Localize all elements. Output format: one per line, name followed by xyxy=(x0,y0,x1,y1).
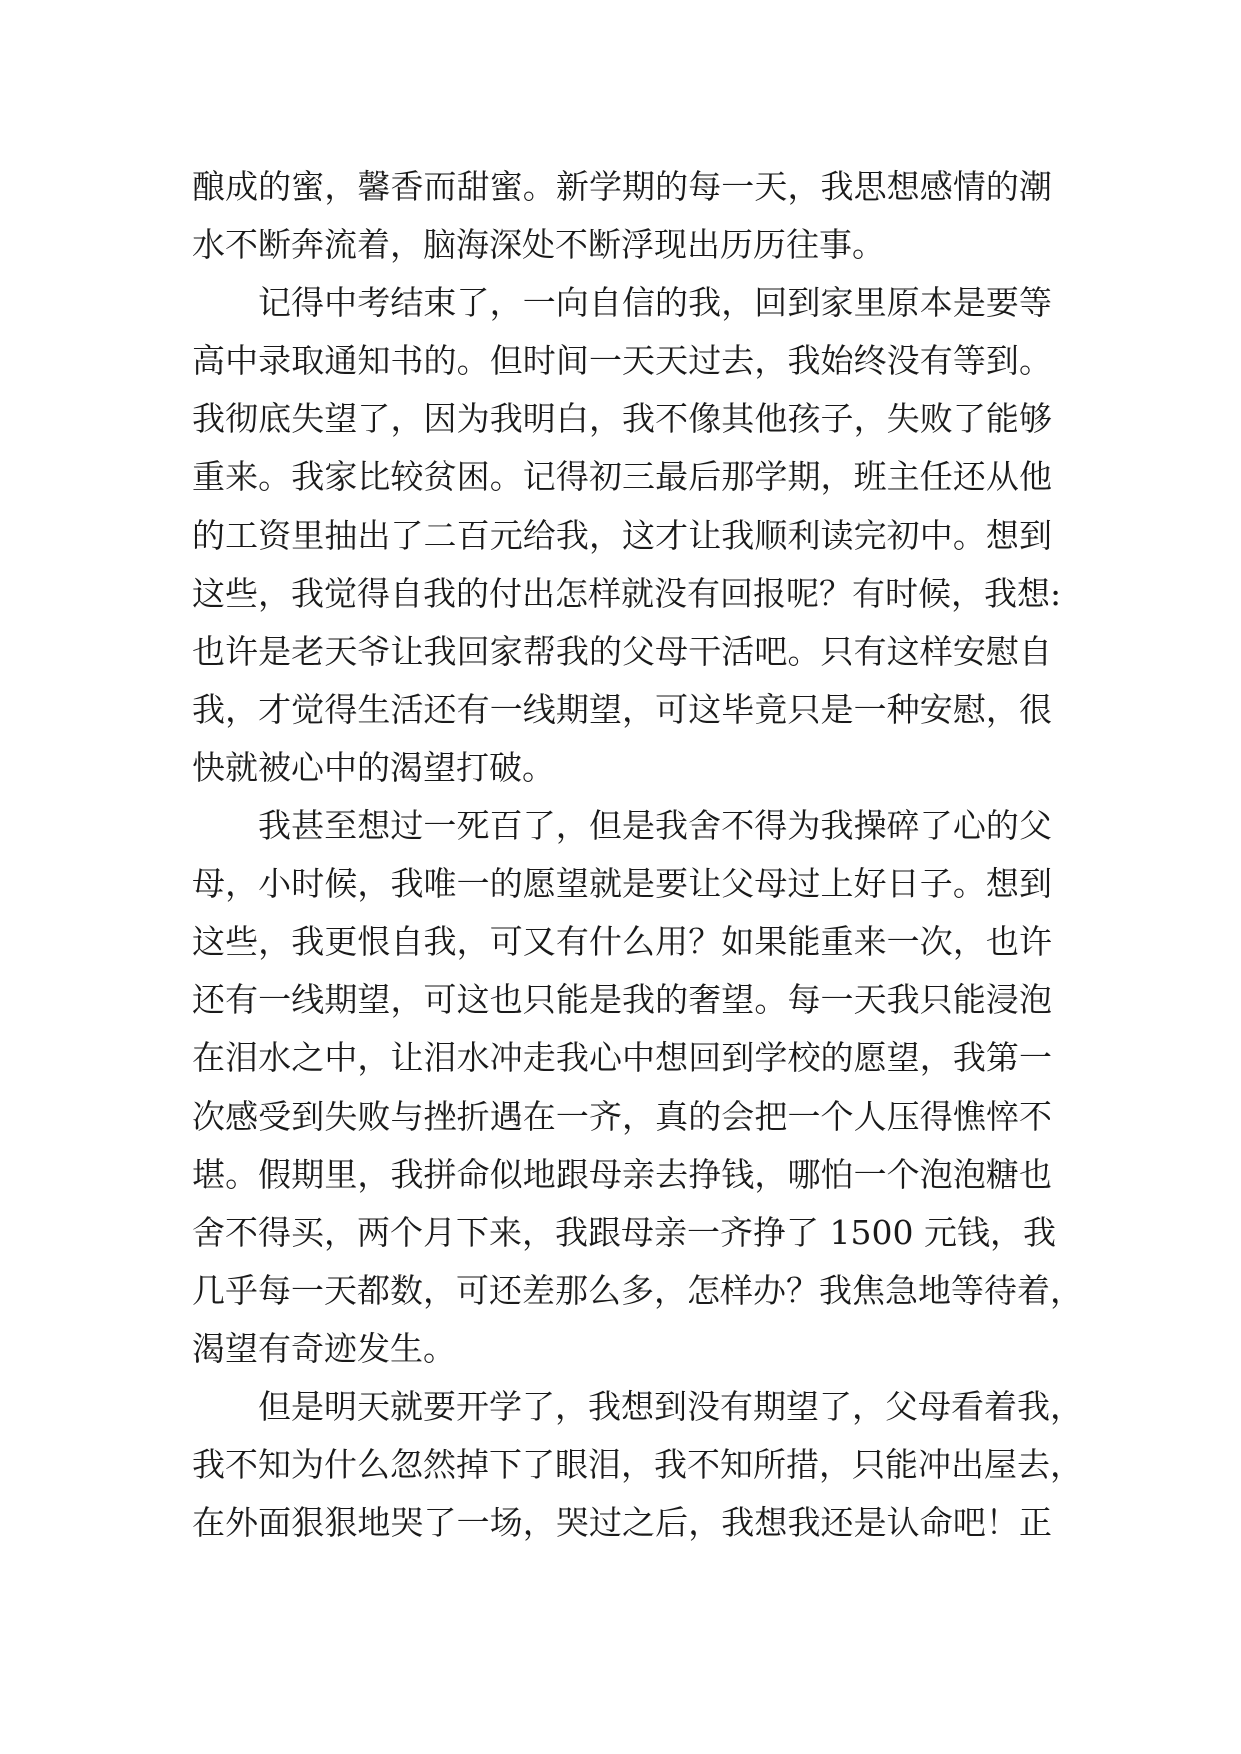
text-line: 我彻底失望了，因为我明白，我不像其他孩子，失败了能够 xyxy=(192,399,1052,439)
text-line: 也许是老天爷让我回家帮我的父母干活吧。只有这样安慰自 xyxy=(192,631,1052,671)
text-line: 次感受到失败与挫折遇在一齐，真的会把一个人压得憔悴不 xyxy=(192,1096,1052,1136)
text-line: 重来。我家比较贫困。记得初三最后那学期，班主任还从他 xyxy=(192,457,1052,497)
text-line: 高中录取通知书的。但时间一天天过去，我始终没有等到。 xyxy=(192,341,1052,381)
text-line: 酿成的蜜，馨香而甜蜜。新学期的每一天，我思想感情的潮 xyxy=(192,167,1052,206)
text-line: 舍不得买，两个月下来，我跟母亲一齐挣了 1500 元钱，我 xyxy=(192,1212,1056,1252)
text-line: 记得中考结束了，一向自信的我，回到家里原本是要等 xyxy=(258,283,1052,323)
text-line: 快就被心中的渴望打破。 xyxy=(192,747,555,787)
paragraph xyxy=(192,158,1052,274)
text-line: 还有一线期望，可这也只能是我的奢望。每一天我只能浸泡 xyxy=(192,980,1052,1020)
text-line: 我不知为什么忽然掉下了眼泪，我不知所措，只能冲出屋去， xyxy=(192,1445,1083,1485)
text-line: 这些，我更恨自我，可又有什么用？如果能重来一次，也许 xyxy=(192,922,1052,962)
text-line: 渴望有奇迹发生。 xyxy=(192,1328,456,1368)
document-body xyxy=(192,158,1083,1552)
paragraph xyxy=(192,797,1083,1378)
text-line: 在外面狠狠地哭了一场，哭过之后，我想我还是认命吧！正 xyxy=(192,1503,1052,1543)
text-line: 我甚至想过一死百了，但是我舍不得为我操碎了心的父 xyxy=(258,806,1052,846)
paragraph xyxy=(192,1378,1083,1552)
text-line: 母，小时候，我唯一的愿望就是要让父母过上好日子。想到 xyxy=(192,864,1052,904)
text-line: 这些，我觉得自我的付出怎样就没有回报呢？有时候，我想: xyxy=(192,573,1062,613)
paragraph xyxy=(192,274,1062,797)
text-line: 堪。假期里，我拼命似地跟母亲去挣钱，哪怕一个泡泡糖也 xyxy=(192,1154,1052,1194)
text-line: 但是明天就要开学了，我想到没有期望了，父母看着我， xyxy=(258,1386,1083,1426)
text-line: 水不断奔流着，脑海深处不断浮现出历历往事。 xyxy=(192,225,885,265)
text-line: 在泪水之中，让泪水冲走我心中想回到学校的愿望，我第一 xyxy=(192,1038,1052,1078)
text-line: 几乎每一天都数，可还差那么多，怎样办？我焦急地等待着， xyxy=(192,1270,1083,1310)
text-line: 的工资里抽出了二百元给我，这才让我顺利读完初中。想到 xyxy=(192,515,1052,555)
text-line: 我，才觉得生活还有一线期望，可这毕竟只是一种安慰，很 xyxy=(192,689,1052,729)
